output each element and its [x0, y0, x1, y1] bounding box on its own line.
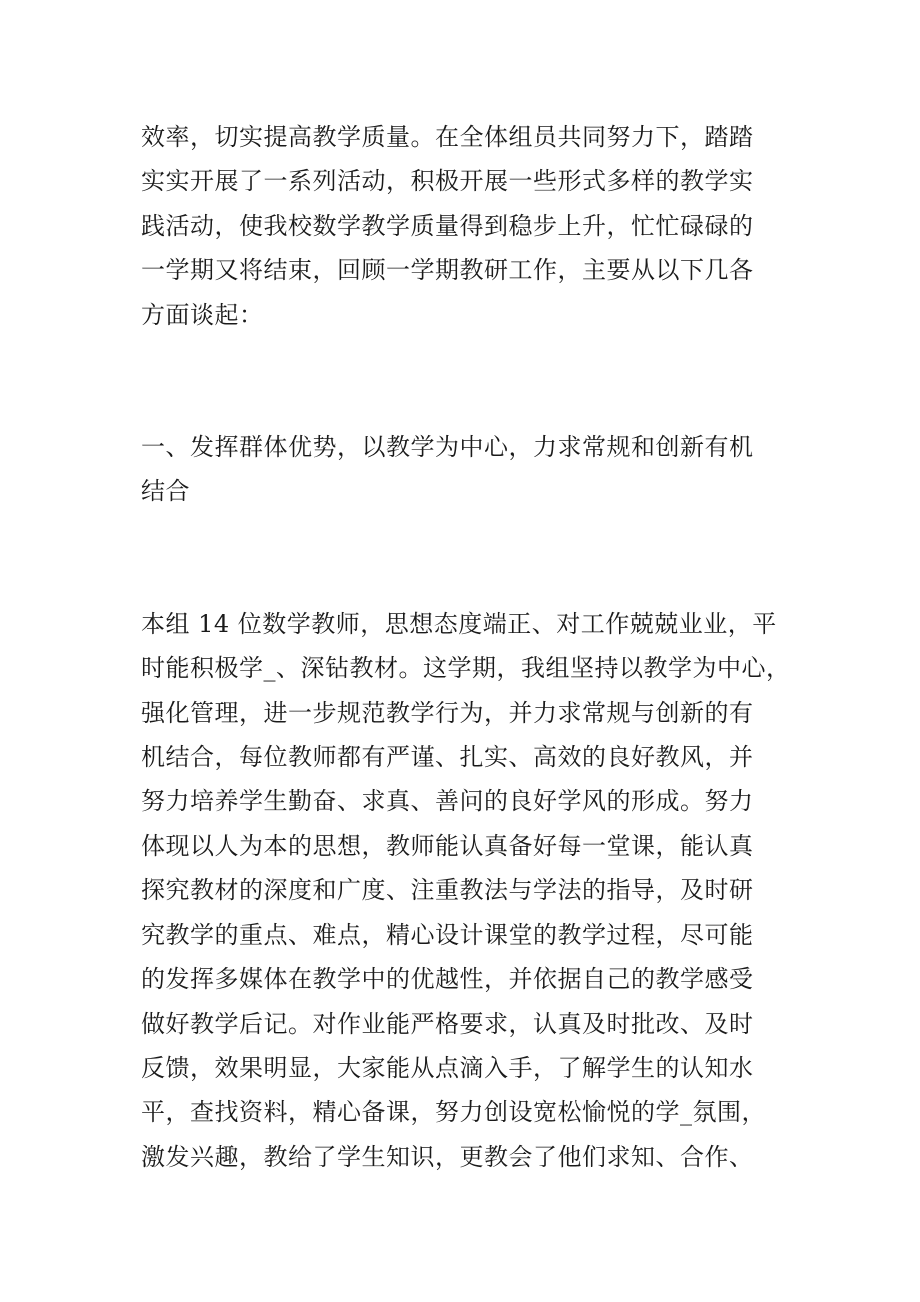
text-line: 努力培养学生勤奋、求真、善问的良好学风的形成。努力	[141, 787, 754, 816]
text-line: 平，查找资料，精心备课，努力创设宽松愉悦的学_氛围，	[141, 1098, 766, 1127]
text-line: 反馈，效果明显，大家能从点滴入手，了解学生的认知水	[141, 1053, 754, 1082]
text-line: 体现以人为本的思想，教师能认真备好每一堂课，能认真	[141, 831, 754, 860]
document-body	[141, 115, 801, 1179]
paragraph-gap	[141, 514, 801, 602]
text-line: 时能积极学_、深钻教材。这学期，我组坚持以教学为中心，	[141, 654, 791, 683]
text-line: 的发挥多媒体在教学中的优越性，并依据自己的教学感受	[141, 965, 754, 994]
text-line: 做好教学后记。对作业能严格要求，认真及时批改、及时	[141, 1009, 754, 1038]
text-line: 方面谈起：	[141, 300, 264, 329]
heading-line: 结合	[141, 477, 190, 506]
text-line: 激发兴趣，教给了学生知识，更教会了他们求知、合作、	[141, 1142, 754, 1171]
text-line: 实实开展了一系列活动，积极开展一些形式多样的教学实	[141, 167, 754, 196]
section-heading	[141, 425, 801, 514]
text-line: 本组 14 位数学教师，思想态度端正、对工作兢兢业业，平	[141, 609, 777, 638]
text-line: 践活动，使我校数学教学质量得到稳步上升，忙忙碌碌的	[141, 211, 754, 240]
paragraph-body	[141, 602, 801, 1179]
text-line: 一学期又将结束，回顾一学期教研工作，主要从以下几各	[141, 256, 754, 285]
paragraph-intro	[141, 115, 801, 337]
text-line: 机结合，每位教师都有严谨、扎实、高效的良好教风，并	[141, 743, 754, 772]
text-line: 探究教材的深度和广度、注重教法与学法的指导，及时研	[141, 876, 754, 905]
heading-line: 一、发挥群体优势，以教学为中心，力求常规和创新有机	[141, 433, 754, 462]
text-line: 效率，切实提高教学质量。在全体组员共同努力下，踏踏	[141, 123, 754, 151]
paragraph-gap	[141, 337, 801, 425]
text-line: 究教学的重点、难点，精心设计课堂的教学过程，尽可能	[141, 920, 754, 949]
text-line: 强化管理，进一步规范教学行为，并力求常规与创新的有	[141, 698, 754, 727]
